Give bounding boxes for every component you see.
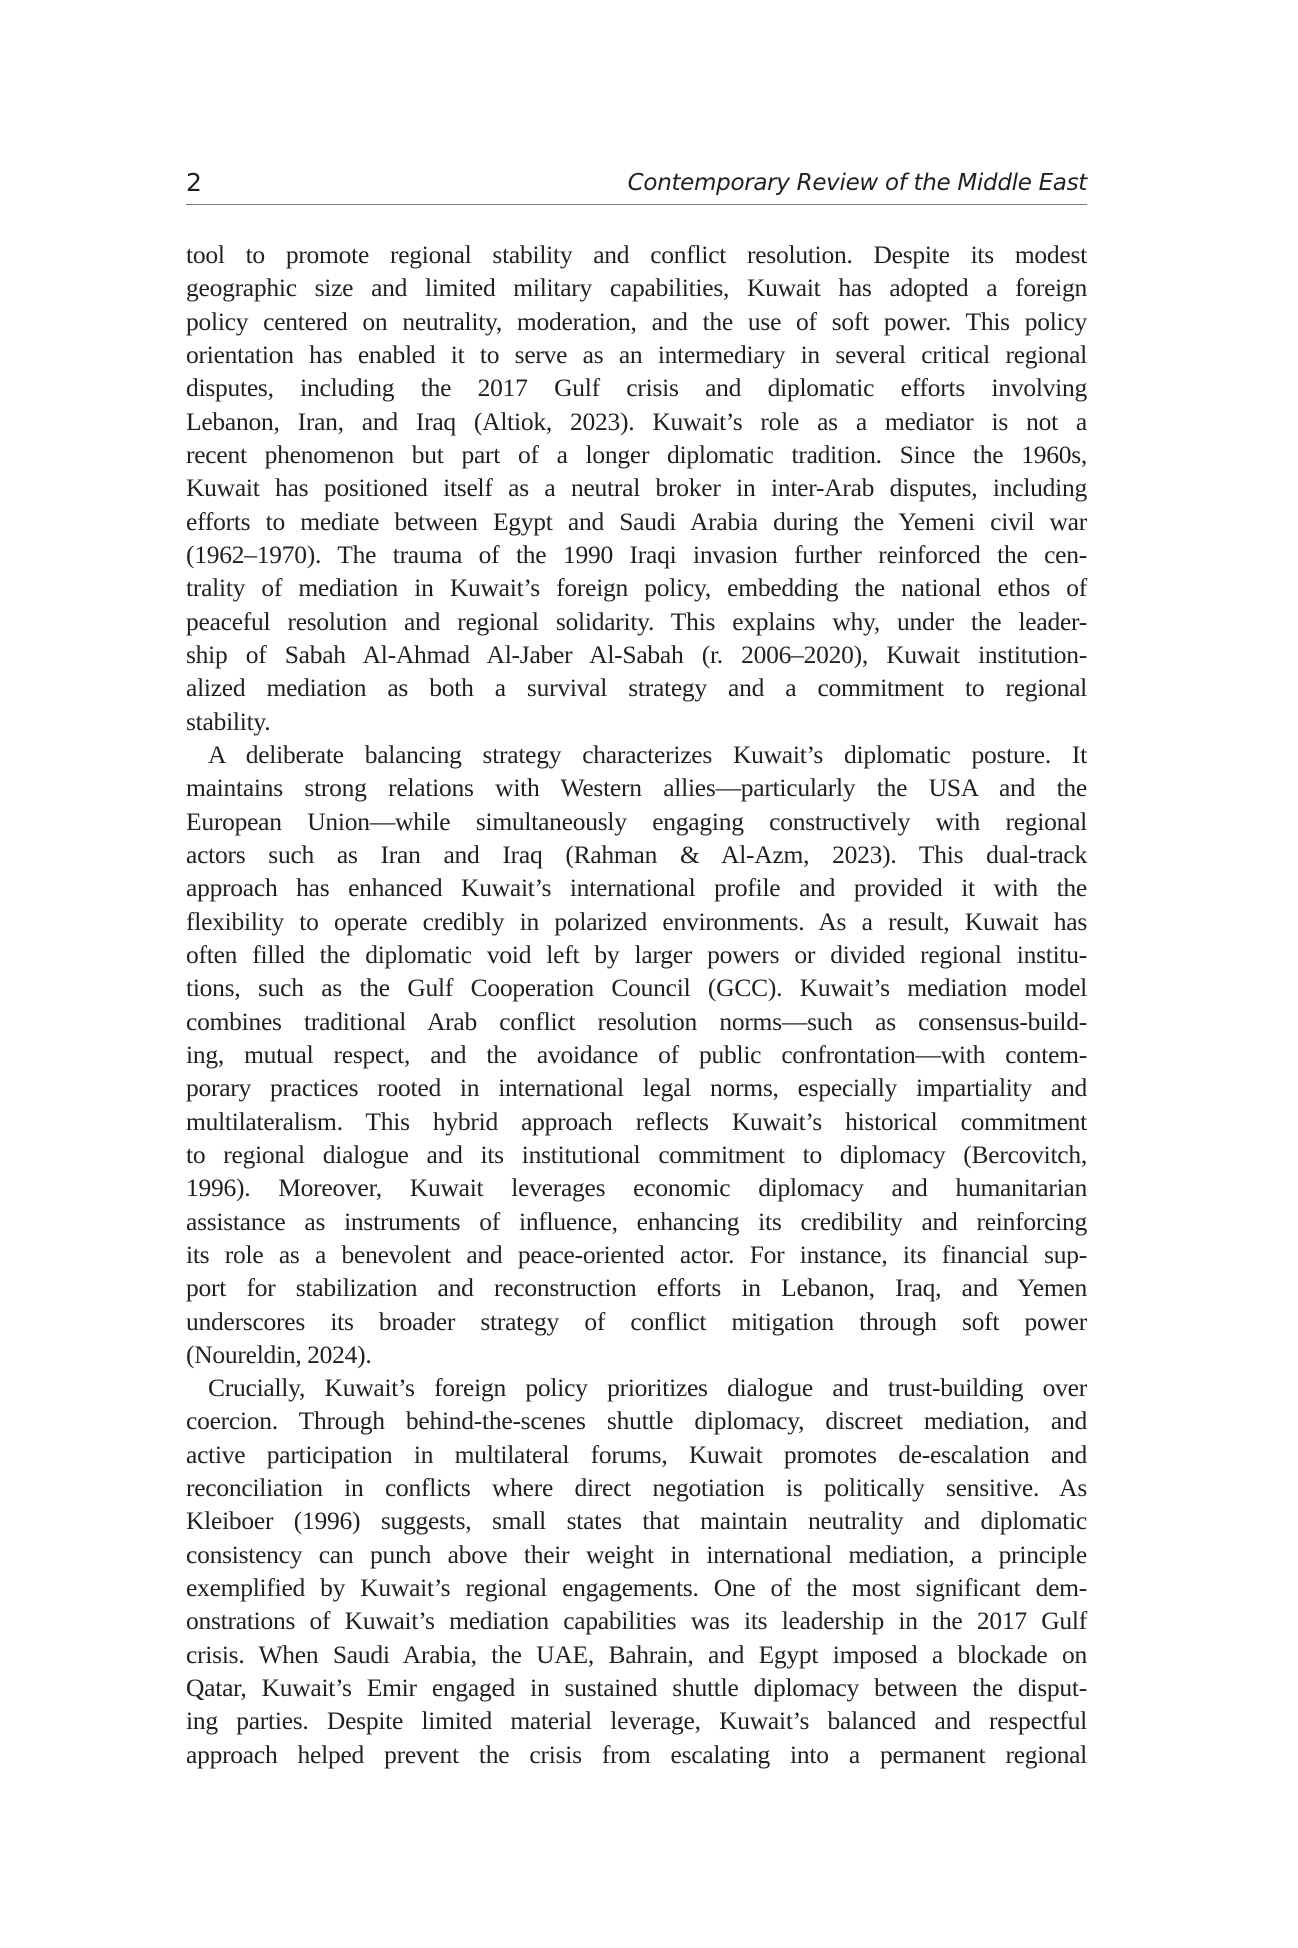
text-line: to regional dialogue and its institutional commitment to diplomacy (Bercovitch, bbox=[186, 1139, 1087, 1169]
text-line: peaceful resolution and regional solidarity. This explains why, under the leader- bbox=[186, 606, 1087, 636]
text-line: Crucially, Kuwait’s foreign policy prioritizes dialogue and trust-building over bbox=[208, 1373, 1087, 1403]
text-line: multilateralism. This hybrid approach reflects Kuwait’s historical commitment bbox=[186, 1106, 1087, 1136]
text-line: efforts to mediate between Egypt and Saudi Arabia during the Yemeni civil war bbox=[186, 506, 1087, 536]
text-line: consistency can punch above their weight in international mediation, a principle bbox=[186, 1539, 1087, 1569]
text-line: port for stabilization and reconstruction efforts in Lebanon, Iraq, and Yemen bbox=[186, 1273, 1087, 1303]
text-line: (Noureldin, 2024). bbox=[186, 1339, 372, 1369]
text-line: policy centered on neutrality, moderation, and the use of soft power. This policy bbox=[186, 306, 1087, 336]
text-line: recent phenomenon but part of a longer diplomatic tradition. Since the 1960s, bbox=[186, 439, 1087, 469]
text-line: onstrations of Kuwait’s mediation capabilities was its leadership in the 2017 Gulf bbox=[186, 1606, 1087, 1636]
text-line: trality of mediation in Kuwait’s foreign policy, embedding the national ethos of bbox=[186, 573, 1087, 603]
text-line: Kuwait has positioned itself as a neutral broker in inter-Arab disputes, including bbox=[186, 473, 1087, 503]
text-line: (1962–1970). The trauma of the 1990 Iraqi invasion further reinforced the cen- bbox=[186, 539, 1087, 569]
text-line: geographic size and limited military capabilities, Kuwait has adopted a foreign bbox=[186, 273, 1087, 303]
text-line: reconciliation in conflicts where direct negotiation is politically sensitive. As bbox=[186, 1473, 1087, 1503]
paragraph bbox=[186, 1371, 1087, 1771]
journal-title: Contemporary Review of the Middle East bbox=[627, 170, 1087, 196]
text-line: its role as a benevolent and peace-oriented actor. For instance, its financial sup- bbox=[186, 1239, 1087, 1269]
text-line: combines traditional Arab conflict resolution norms—such as consensus-build- bbox=[186, 1006, 1087, 1036]
text-line: often filled the diplomatic void left by larger powers or divided regional institu- bbox=[186, 939, 1087, 969]
text-line: European Union—while simultaneously engaging constructively with regional bbox=[186, 806, 1087, 836]
text-line: exemplified by Kuwait’s regional engagements. One of the most significant dem- bbox=[186, 1573, 1087, 1603]
text-line: ing parties. Despite limited material leverage, Kuwait’s balanced and respectful bbox=[186, 1706, 1087, 1736]
text-line: Lebanon, Iran, and Iraq (Altiok, 2023). Kuwait’s role as a mediator is not a bbox=[186, 406, 1087, 436]
paragraph bbox=[186, 738, 1087, 1371]
text-line: coercion. Through behind-the-scenes shuttle diplomacy, discreet mediation, and bbox=[186, 1406, 1087, 1436]
text-line: alized mediation as both a survival strategy and a commitment to regional bbox=[186, 673, 1087, 703]
paragraph bbox=[186, 238, 1087, 738]
text-line: Kleiboer (1996) suggests, small states that maintain neutrality and diplomatic bbox=[186, 1506, 1087, 1536]
text-line: active participation in multilateral forums, Kuwait promotes de-escalation and bbox=[186, 1439, 1087, 1469]
text-line: flexibility to operate credibly in polarized environments. As a result, Kuwait has bbox=[186, 906, 1087, 936]
running-head bbox=[186, 166, 1087, 205]
text-line: ship of Sabah Al-Ahmad Al-Jaber Al-Sabah (r. 2006–2020), Kuwait institution- bbox=[186, 639, 1087, 669]
text-line: crisis. When Saudi Arabia, the UAE, Bahrain, and Egypt imposed a blockade on bbox=[186, 1639, 1087, 1669]
text-line: stability. bbox=[186, 706, 271, 736]
article-body bbox=[186, 238, 1087, 1771]
text-line: actors such as Iran and Iraq (Rahman & Al-Azm, 2023). This dual-track bbox=[186, 839, 1087, 869]
text-line: tions, such as the Gulf Cooperation Council (GCC). Kuwait’s mediation model bbox=[186, 973, 1087, 1003]
text-line: maintains strong relations with Western allies—particularly the USA and the bbox=[186, 773, 1087, 803]
text-line: 1996). Moreover, Kuwait leverages economic diplomacy and humanitarian bbox=[186, 1173, 1087, 1203]
text-line: approach helped prevent the crisis from escalating into a permanent regional bbox=[186, 1739, 1087, 1769]
text-line: orientation has enabled it to serve as an intermediary in several critical regional bbox=[186, 339, 1087, 369]
text-line: approach has enhanced Kuwait’s international profile and provided it with the bbox=[186, 873, 1087, 903]
text-line: assistance as instruments of influence, enhancing its credibility and reinforcing bbox=[186, 1206, 1087, 1236]
text-line: underscores its broader strategy of conflict mitigation through soft power bbox=[186, 1306, 1087, 1336]
text-line: disputes, including the 2017 Gulf crisis and diplomatic efforts involving bbox=[186, 373, 1087, 403]
text-line: ing, mutual respect, and the avoidance of public confrontation—with contem- bbox=[186, 1039, 1087, 1069]
text-line: tool to promote regional stability and conflict resolution. Despite its modest bbox=[186, 240, 1087, 269]
text-line: A deliberate balancing strategy characterizes Kuwait’s diplomatic posture. It bbox=[208, 739, 1087, 769]
page-number: 2 bbox=[186, 168, 202, 197]
text-line: porary practices rooted in international legal norms, especially impartiality and bbox=[186, 1073, 1087, 1103]
text-line: Qatar, Kuwait’s Emir engaged in sustained shuttle diplomacy between the disput- bbox=[186, 1673, 1087, 1703]
